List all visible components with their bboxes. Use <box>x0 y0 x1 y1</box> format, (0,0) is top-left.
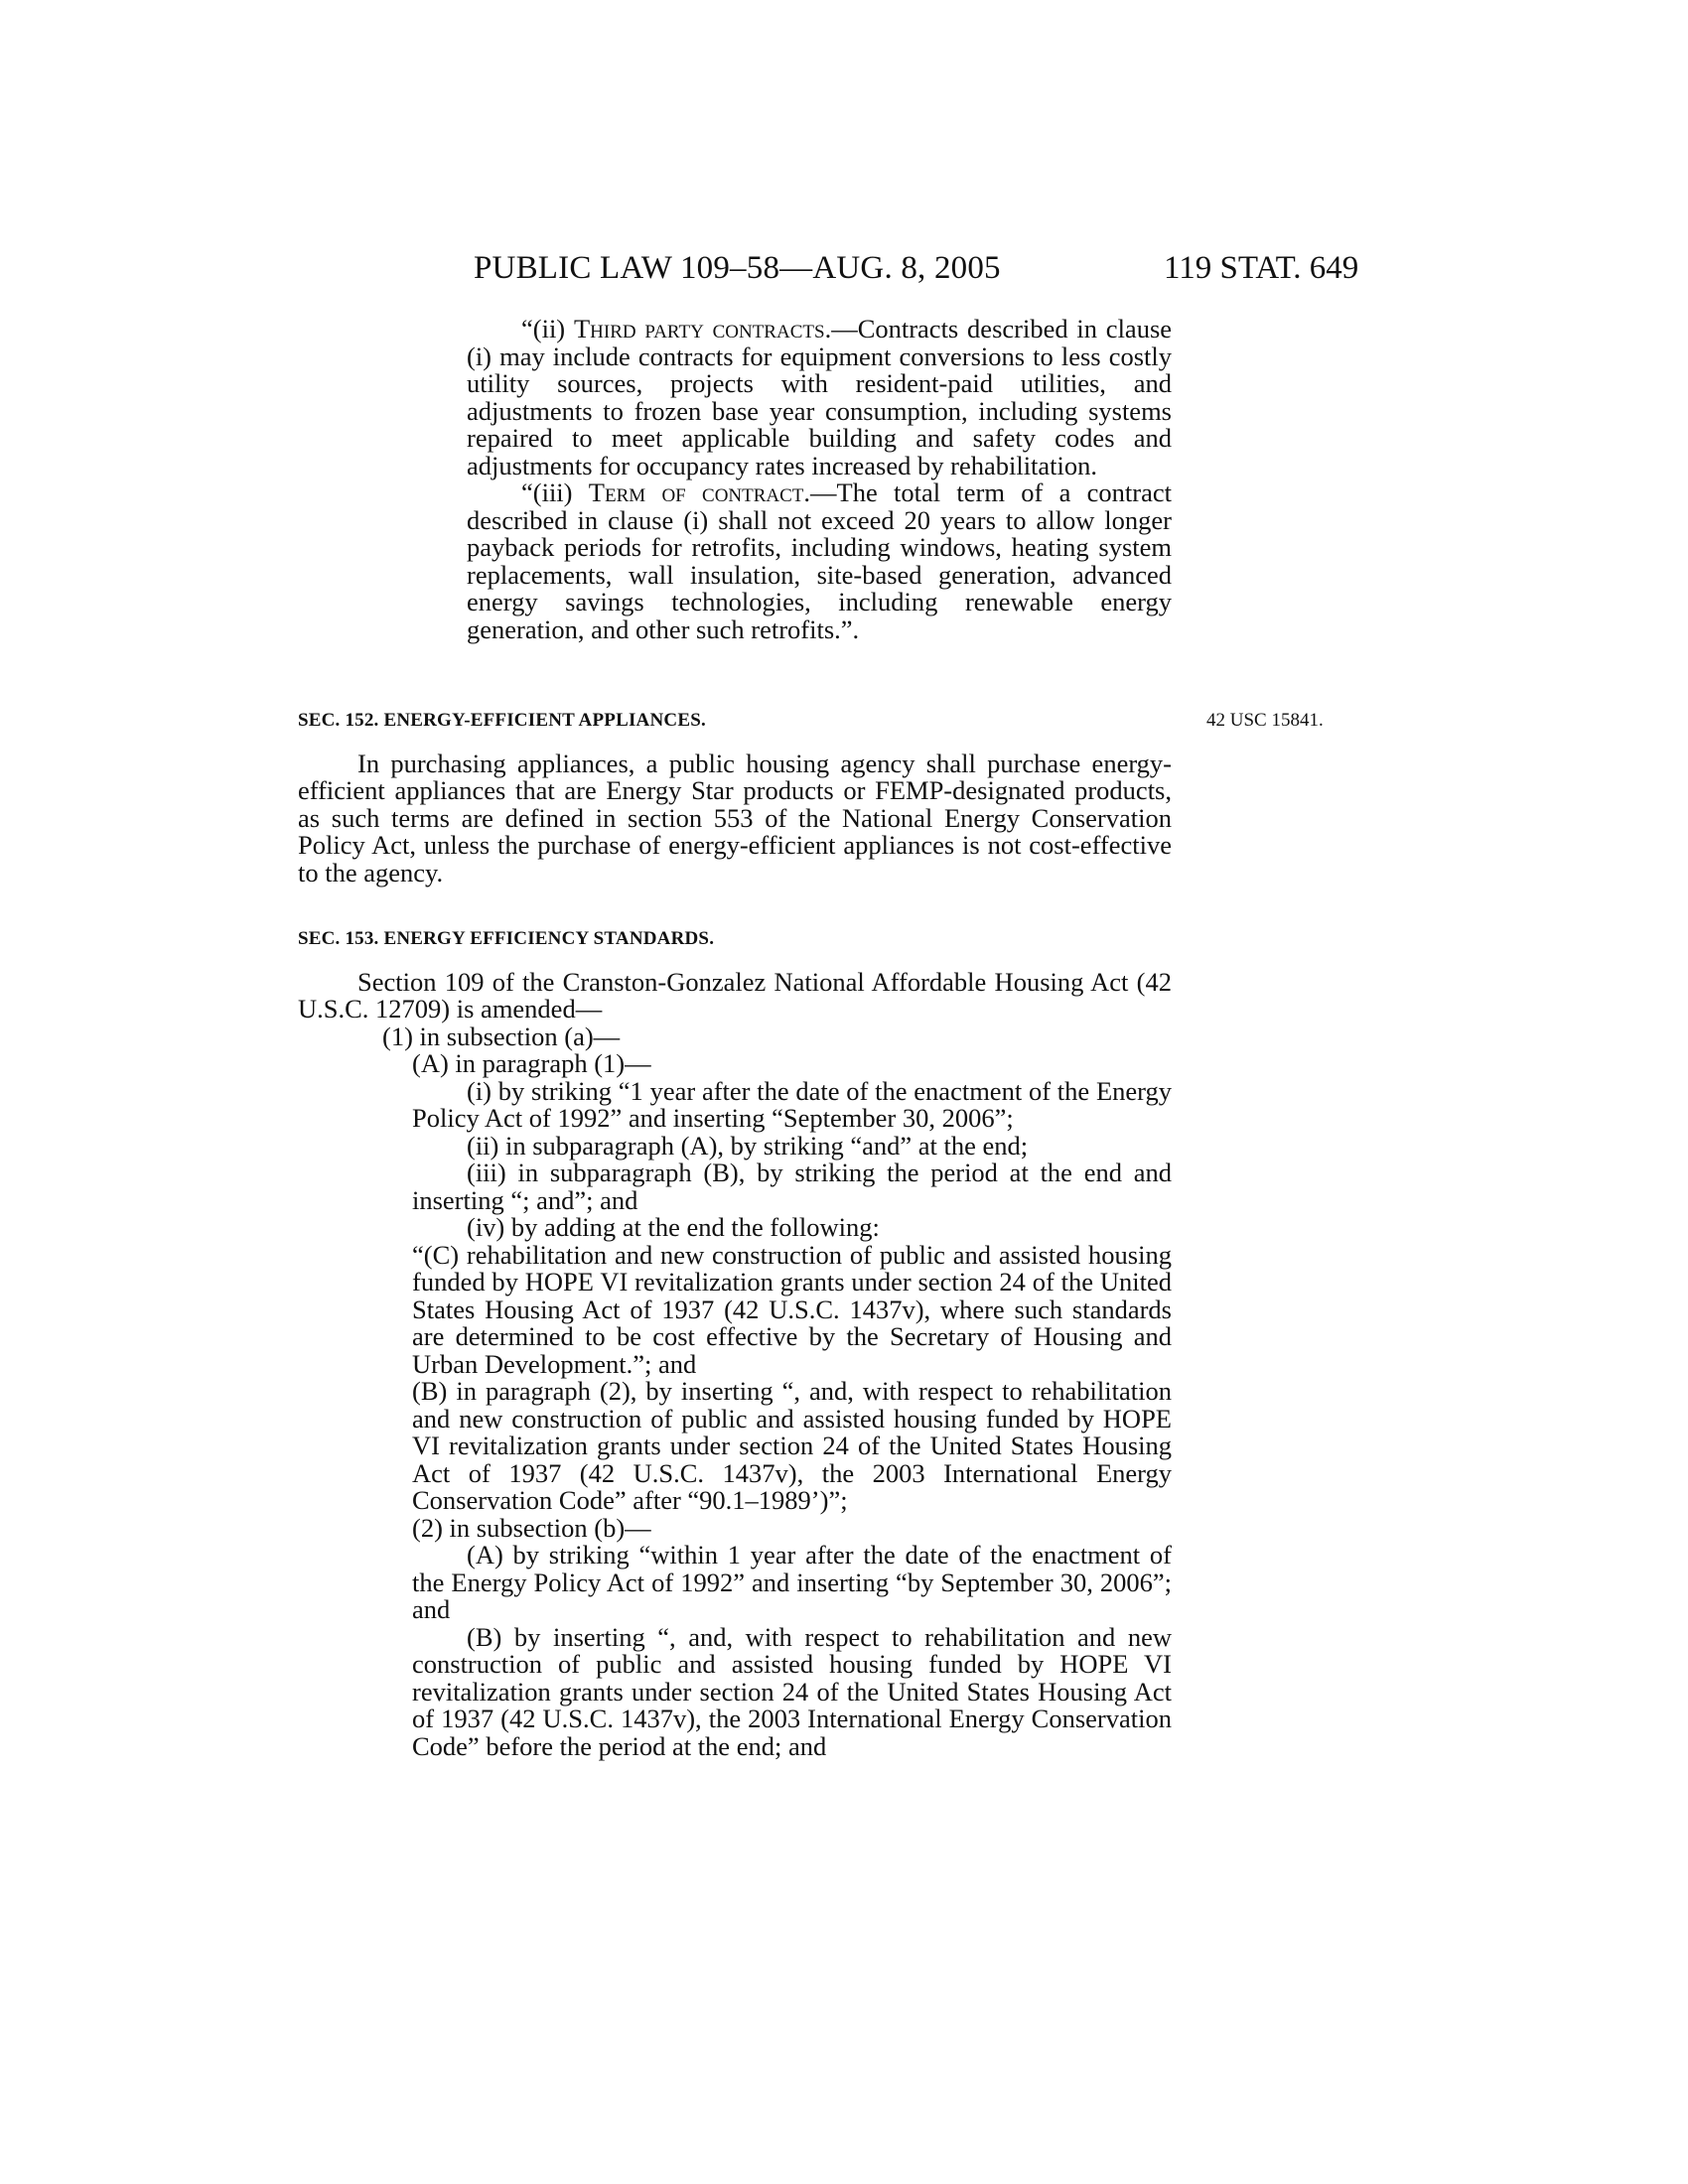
running-header-title: PUBLIC LAW 109–58—AUG. 8, 2005 <box>474 250 1001 286</box>
section-152-body: In purchasing appliances, a public housing agency shall purchase energy-efficient appliances that are Energy Star products or FEMP-designated products, as such terms are defined in section 553 of the National Energy Conservation Policy Act, unless the purchase of energy-efficient appliances is not cost-effective to the agency. <box>298 748 1172 887</box>
list-item: (A) in paragraph (1)— <box>412 1048 651 1078</box>
list-item: (B) in paragraph (2), by inserting “, and, with respect to rehabilitation and new construction of public and assisted housing funded by HOPE VI revitalization grants under section 24 of the United States Housing Act of 1937 (42 U.S.C. 1437v), the 2003 International Energy Conservation Code” after “90.1–1989’)”; <box>412 1376 1172 1515</box>
list-item: (iv) by adding at the end the following: <box>467 1212 880 1242</box>
clauses-block <box>298 316 1172 643</box>
section-152-heading: SEC. 152. ENERGY-EFFICIENT APPLIANCES. <box>298 710 706 731</box>
page-number: 119 STAT. 649 <box>1164 250 1359 286</box>
clause-ii: “(ii) Third party contracts.—Contracts described in clause (i) may include contracts for equipment conversions to less costly utility sources, projects with resident-paid utilities, and adjustments to frozen base year consumption, including systems repaired to meet applicable building and safety codes and adjustments for occupancy rates increased by rehabilitation. <box>467 314 1173 480</box>
list-item: (2) in subsection (b)— <box>412 1512 651 1543</box>
list-item: (iii) in subparagraph (B), by striking the period at the end and inserting “; and”; and <box>412 1158 1172 1215</box>
margin-note-usc: 42 USC 15841. <box>1206 710 1324 731</box>
list-item: (B) by inserting “, and, with respect to rehabilitation and new construction of public and assisted housing funded by HOPE VI revitalization grants under section 24 of the United States Housing Act of 1937 (42 U.S.C. 1437v), the 2003 International Energy Conservation Code” before the period at the end; and <box>412 1621 1172 1761</box>
section-153 <box>298 925 1172 1760</box>
clause-iii: “(iii) Term of contract.—The total term of a contract described in clause (i) shall not exceed 20 years to allow longer payback periods for retrofits, including windows, heating system replacements, wall insulation, site-based generation, advanced energy savings technologies, including renewable energy generation, and other such retrofits.”. <box>467 478 1173 644</box>
clause-iii-heading: Term of contract <box>588 478 804 507</box>
list-item: “(C) rehabilitation and new construction of public and assisted housing funded by HOPE VI revitalization grants under section 24 of the United States Housing Act of 1937 (42 U.S.C. 1437v), where such standards are determined to be cost effective by the Secretary of Housing and Urban Development.”; and <box>412 1239 1172 1379</box>
list-item: (A) by striking “within 1 year after the date of the enactment of the Energy Policy Act of 1992” and inserting “by September 30, 2006”; and <box>412 1540 1172 1624</box>
section-152 <box>298 707 1172 887</box>
list-item: (ii) in subparagraph (A), by striking “and” at the end; <box>467 1130 1029 1160</box>
section-153-heading: SEC. 153. ENERGY EFFICIENCY STANDARDS. <box>298 928 715 949</box>
list-item: (i) by striking “1 year after the date of the enactment of the Energy Policy Act of 1992” and inserting “September 30, 2006”; <box>412 1075 1172 1133</box>
clause-ii-heading: Third party contracts <box>573 314 825 343</box>
list-item: (1) in subsection (a)— <box>382 1021 621 1051</box>
section-153-intro: Section 109 of the Cranston-Gonzalez National Affordable Housing Act (42 U.S.C. 12709) is amended— <box>298 966 1172 1024</box>
